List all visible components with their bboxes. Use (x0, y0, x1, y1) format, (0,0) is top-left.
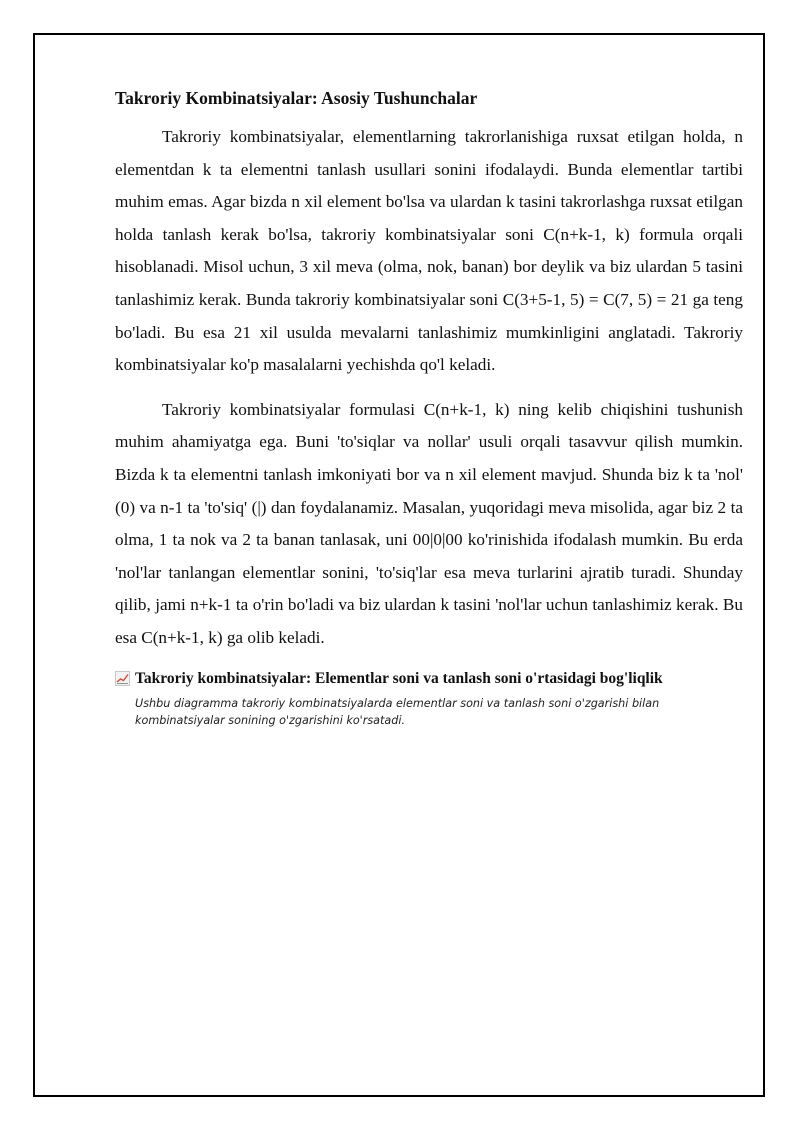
figure-title: Takroriy kombinatsiyalar: Elementlar soni va tanlash soni o'rtasidagi bog'liqlik (135, 669, 663, 687)
figure-title-row (115, 669, 743, 689)
paragraph-definition: Takroriy kombinatsiyalar, elementlarning takrorlanishiga ruxsat etilgan holda, n elementdan k ta elementni tanlash usullari sonini ifodalaydi. Bunda elementlar tartibi muhim emas. Agar bizda n xil element bo'lsa va ulardan k tasini takrorlashga ruxsat etilgan holda tanlash kerak bo'lsa, takroriy kombinatsiyalar soni C(n+k-1, k) formula orqali hisoblanadi. Misol uchun, 3 xil meva (olma, nok, banan) bor deylik va biz ulardan 5 tasini tanlashimiz kerak. Bunda takroriy kombinatsiyalar soni C(3+5-1, 5) = C(7, 5) = 21 ga teng bo'ladi. Bu esa 21 xil usulda mevalarni tanlashimiz mumkinligini anglatadi. Takroriy kombinatsiyalar ko'p masalalarni yechishda qo'l keladi. (115, 127, 743, 375)
figure-block (115, 669, 743, 729)
section-heading: Takroriy Kombinatsiyalar: Asosiy Tushunchalar (115, 88, 478, 108)
figure-caption: Ushbu diagramma takroriy kombinatsiyalarda elementlar soni va tanlash soni o'zgarishi bilan kombinatsiyalar sonining o'zgarishini ko'rsatadi. (135, 696, 660, 727)
document-content (115, 85, 743, 729)
paragraph-derivation: Takroriy kombinatsiyalar formulasi C(n+k-1, k) ning kelib chiqishini tushunish muhim ahamiyatga ega. Buni 'to'siqlar va nollar' usuli orqali tasavvur qilish mumkin. Bizda k ta elementni tanlash imkoniyati bor va n xil element mavjud. Shunda biz k ta 'nol' (0) va n-1 ta 'to'siq' (|) dan foydalanamiz. Masalan, yuqoridagi meva misolida, agar biz 2 ta olma, 1 ta nok va 2 ta banan tanlasak, uni 00|0|00 ko'rinishida ifodalash mumkin. Bu erda 'nol'lar tanlangan elementlar sonini, 'to'siq'lar esa meva turlarini ajratib turadi. Shunday qilib, jami n+k-1 ta o'rin bo'ladi va biz ulardan k tasini 'nol'lar uchun tanlashimiz kerak. Bu esa C(n+k-1, k) ga olib keladi. (115, 399, 743, 647)
line-chart-icon (115, 671, 130, 686)
